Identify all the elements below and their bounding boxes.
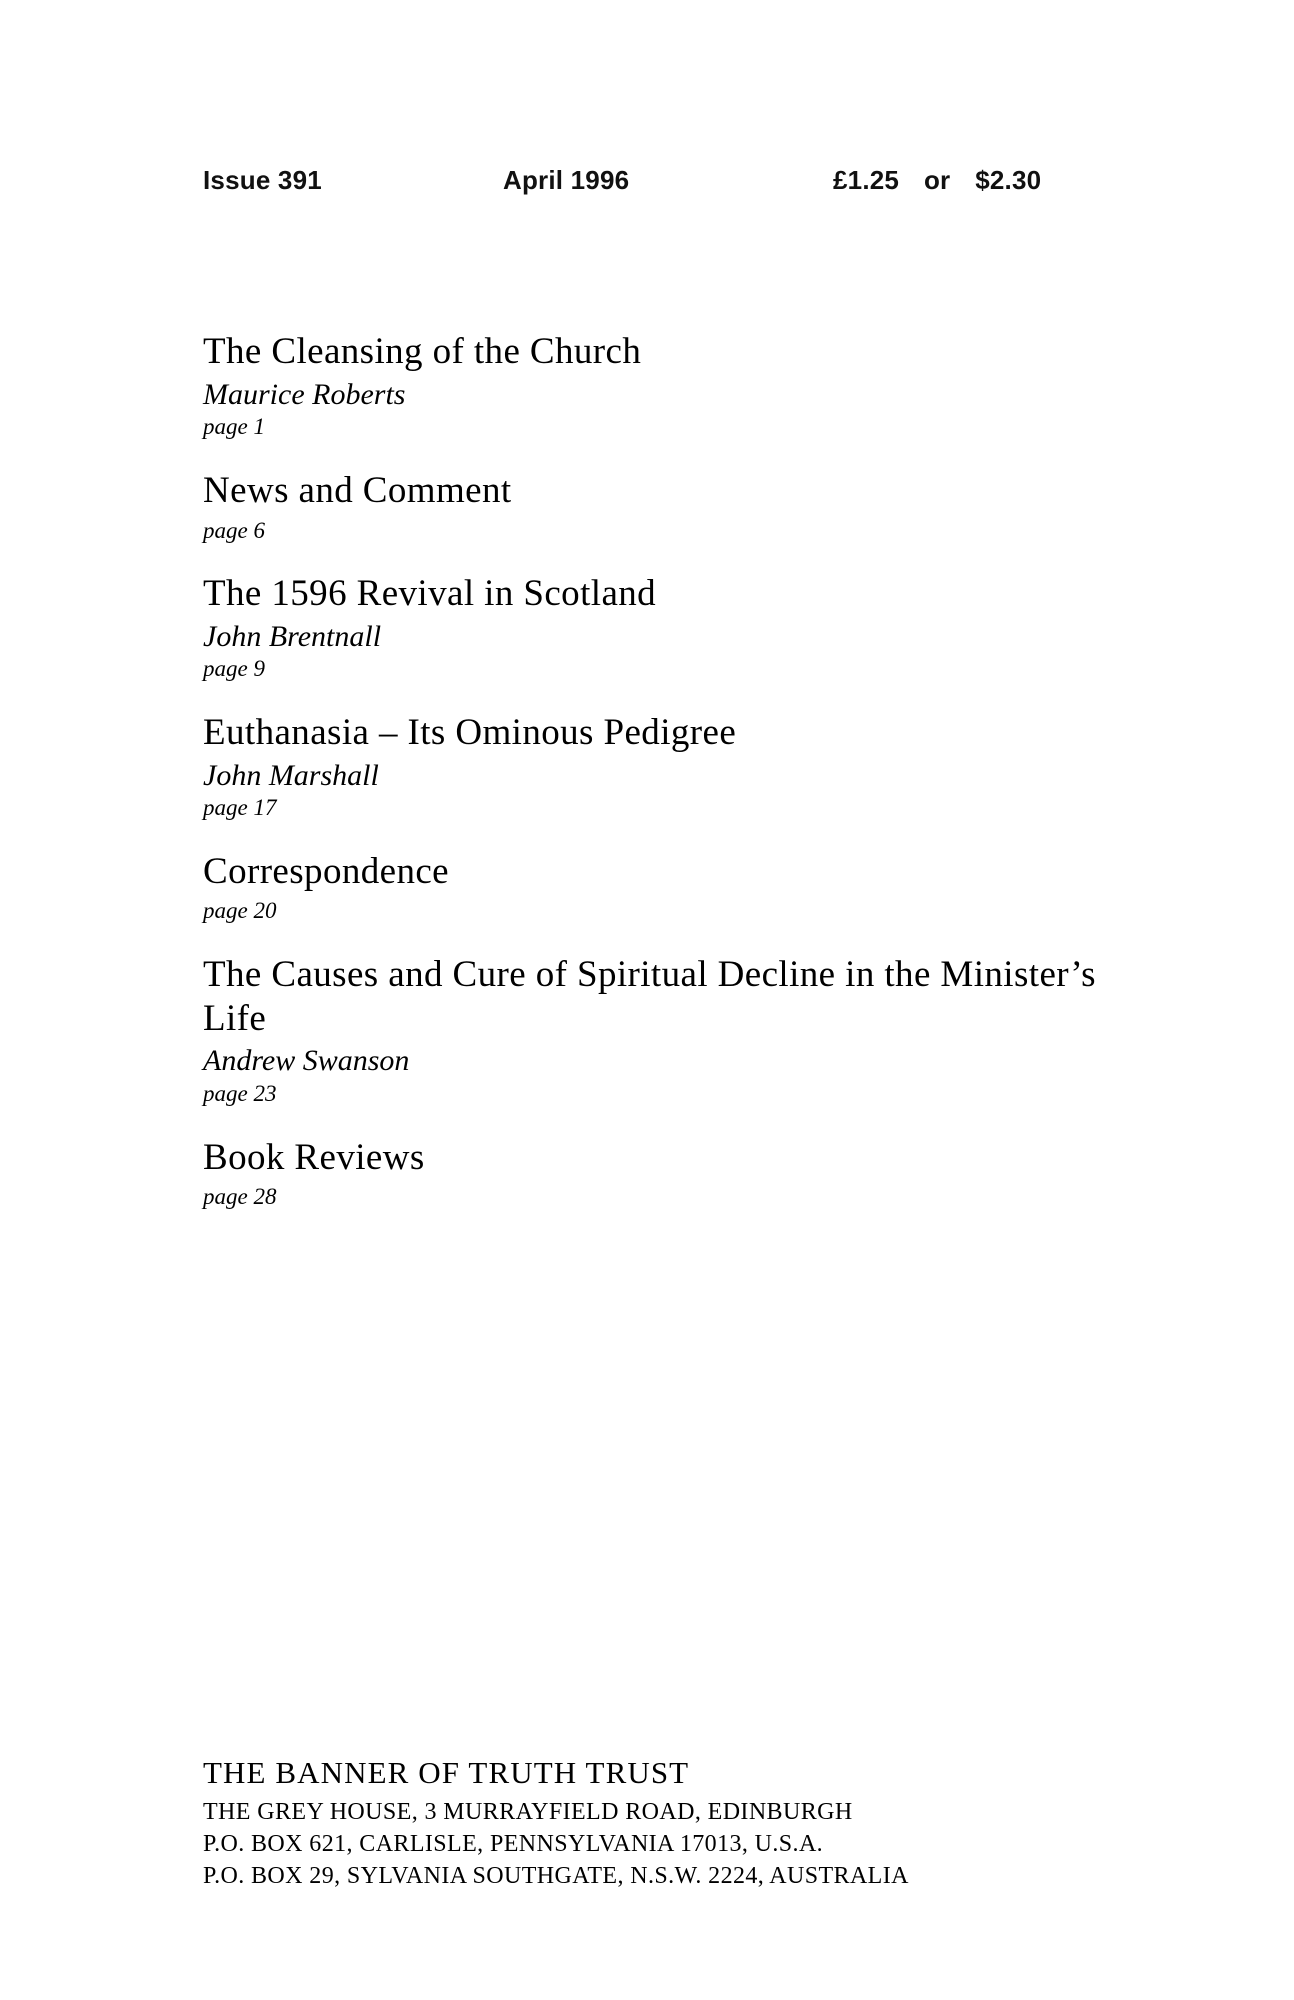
article-title: News and Comment bbox=[203, 469, 512, 511]
article-page: page 20 bbox=[203, 898, 277, 924]
article-page: page 6 bbox=[203, 517, 265, 543]
article-author: John Marshall bbox=[203, 758, 379, 792]
article-title: The 1596 Revival in Scotland bbox=[203, 573, 657, 615]
contents-entry bbox=[203, 330, 1103, 441]
contents-entry bbox=[203, 1136, 1103, 1211]
publisher-address-australia: P.O. BOX 29, SYLVANIA SOUTHGATE, N.S.W. 2224, AUSTRALIA bbox=[203, 1862, 909, 1889]
article-page: page 1 bbox=[203, 414, 265, 440]
contents-entry bbox=[203, 953, 1103, 1108]
contents-entry bbox=[203, 711, 1103, 822]
publisher-address-usa: P.O. BOX 621, CARLISLE, PENNSYLVANIA 17013, U.S.A. bbox=[203, 1830, 824, 1857]
article-page: page 28 bbox=[203, 1184, 277, 1210]
price-conjunction: or bbox=[923, 165, 951, 195]
article-title: The Cleansing of the Church bbox=[203, 331, 642, 372]
contents-entry bbox=[203, 850, 1103, 925]
publisher-name: THE BANNER OF TRUTH TRUST bbox=[203, 1755, 690, 1790]
article-page: page 9 bbox=[203, 656, 265, 682]
table-of-contents bbox=[203, 330, 1103, 1211]
issue-date: April 1996 bbox=[503, 165, 630, 195]
price-usd: $2.30 bbox=[975, 165, 1042, 195]
publisher-imprint bbox=[203, 1755, 1163, 1893]
contents-entry bbox=[203, 572, 1103, 683]
article-title: The Causes and Cure of Spiritual Decline in the Minister’s Life bbox=[203, 954, 1096, 1039]
article-page: page 23 bbox=[203, 1080, 277, 1106]
issue-number: Issue 391 bbox=[203, 165, 322, 195]
publisher-address-uk: THE GREY HOUSE, 3 MURRAYFIELD ROAD, EDINBURGH bbox=[203, 1799, 853, 1825]
article-title: Book Reviews bbox=[203, 1136, 425, 1178]
article-title: Correspondence bbox=[203, 850, 450, 892]
contents-entry bbox=[203, 469, 1103, 544]
article-author: John Brentnall bbox=[203, 619, 382, 653]
price-gbp: £1.25 bbox=[833, 165, 900, 195]
article-author: Andrew Swanson bbox=[203, 1044, 410, 1078]
issue-price bbox=[833, 165, 1163, 196]
masthead bbox=[203, 165, 1163, 196]
article-author: Maurice Roberts bbox=[203, 377, 406, 411]
article-page: page 17 bbox=[203, 795, 277, 821]
article-title: Euthanasia – Its Ominous Pedigree bbox=[203, 711, 737, 753]
